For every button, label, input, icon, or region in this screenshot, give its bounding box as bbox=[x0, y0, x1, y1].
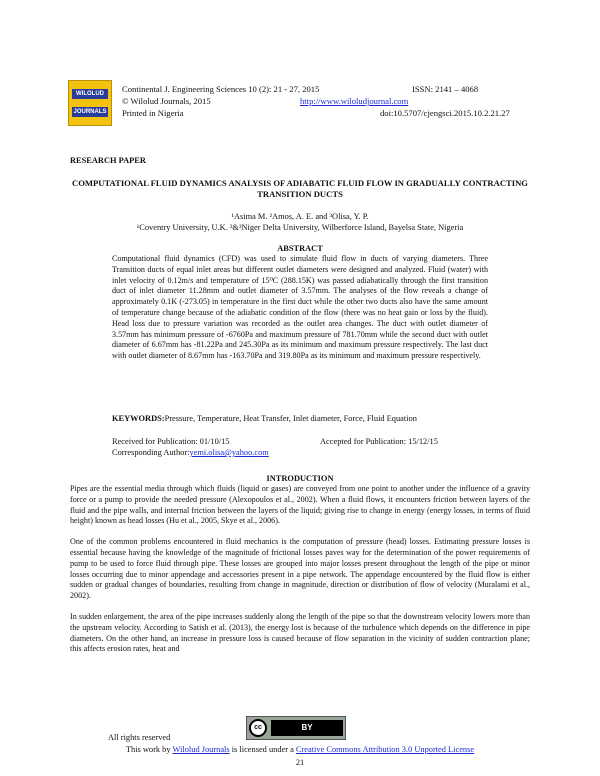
journal-logo bbox=[68, 80, 112, 126]
author-email-link[interactable]: yemi.olisa@yahoo.com bbox=[189, 448, 269, 457]
keywords-label: KEYWORDS: bbox=[112, 414, 165, 423]
intro-paragraph: One of the common problems encountered in fluid mechanics is the computation of pressure (head) losses. Estimating pressure losses is essential because having the knowledge of the magnitude of frictional losses paves way for the determination of the power requirements of pump to be used to force fluid through pipe. These losses are grouped into major losses present throughout the length of the pipe or minor losses occurring due to minor appendage and accessories present in a pipe network. The appendage encountered by the fluid flow is either sudden or gradual changes of boundaries, resulting from change in magnitude, direction or distribution of flow of velocity (Muralami et al., 2002). bbox=[70, 537, 530, 601]
cc-license-link[interactable]: Creative Commons Attribution 3.0 Unported License bbox=[295, 745, 475, 754]
wilolud-journals-link[interactable]: Wilolud Journals bbox=[172, 745, 230, 754]
intro-paragraph: In sudden enlargement, the area of the pipe increases suddenly along the length of the pipe so that the downstream velocity lowers more than the upstream velocity. According to Satish et al. (2013), the energy lost is because of the turbulence which depends on the difference in pipe diameters. On the other hand, an increase in pressure loss is caused because of flow separation in the vicinity of sudden contraction plane; this affects erosion rates, heat and bbox=[70, 611, 530, 654]
journal-url-link[interactable]: http://www.wiloludjournal.com bbox=[300, 96, 409, 106]
corresponding-label: Corresponding Author: bbox=[112, 448, 190, 457]
keywords-line bbox=[112, 413, 532, 424]
cc-logo-icon: cc bbox=[249, 719, 267, 737]
logo-bottom-text: JOURNALS bbox=[73, 109, 107, 115]
abstract-text: Computational fluid dynamics (CFD) was used to simulate fluid flow in ducts of varying diameters. Three Transition ducts of equal inlet areas but different outlet diameters were designed and analyzed. Fluid (water) with inlet velocity of 0.12m/s and temperature of 15⁰C (288.15K) was passed adiabatically through the first transition duct of inlet diameter 11.28mm and outlet diameter of 3.57mm. The analyses of the flow reveals a change of approximately 0.1K (-273.05) in temperature in the first duct while the other two ducts also have the same amount of temperature change because of the adiabatic condition of the flow (there was no heat gain or loss by the fluid). Head loss due to pressure variation was recorded as the outlet area changes. The duct with outlet diameter of 3.57mm has minimum pressure of -6760Pa and maximum pressure of 781.70mm while the second duct with outlet diameter of 6.67mm has -81.22Pa and 245.30Pa as its minimum and maximum pressure respectively. The last duct with outlet diameter of 8.67mm has -163.70Pa and 319.80Pa as its minimum and maximum pressure respectively. bbox=[112, 254, 488, 361]
paper-title: COMPUTATIONAL FLUID DYNAMICS ANALYSIS OF ADIABATIC FLUID FLOW IN GRADUALLY CONTRACTING TRANSITION DUCTS bbox=[71, 178, 528, 199]
printed-location: Printed in Nigeria bbox=[122, 108, 184, 118]
corresponding-author bbox=[112, 447, 269, 458]
section-label: RESEARCH PAPER bbox=[70, 156, 146, 165]
issn: ISSN: 2141 – 4068 bbox=[412, 84, 479, 94]
creative-commons-badge[interactable] bbox=[246, 716, 346, 740]
all-rights-reserved: All rights reserved bbox=[108, 733, 171, 742]
intro-paragraph: Pipes are the essential media through which fluids (liquid or gases) are conveyed from one point to another under the influence of a gravity force or a pump to provide the needed pressure (Alexopoulos et al., 2002). When a fluid flows, it encounters friction between layers of the fluid and the pipe walls, and internal friction between the layers of the liquid; giving rise to change in energy (energy losses, in terms of fluid height) known as head losses (Hu et al., 2005, Skye et al., 2006). bbox=[70, 484, 530, 526]
license-prefix: This work by bbox=[125, 745, 171, 754]
license-mid: is licensed under a bbox=[231, 745, 294, 754]
cc-by-label: BY bbox=[271, 720, 343, 736]
introduction-body bbox=[70, 484, 530, 655]
affiliations: ¹Coventry University, U.K. ²&³Niger Delta University, Wilberforce Island, Bayelsa State, Nigeria bbox=[136, 223, 464, 232]
accepted-date: Accepted for Publication: 15/12/15 bbox=[320, 437, 438, 446]
authors: ¹Asima M. ²Amos, A. E. and ³Olisa, Y. P. bbox=[231, 212, 369, 221]
doi: doi:10.5707/cjengsci.2015.10.2.21.27 bbox=[380, 108, 510, 118]
journal-citation: Continental J. Engineering Sciences 10 (2): 21 - 27, 2015 bbox=[122, 84, 320, 94]
received-date: Received for Publication: 01/10/15 bbox=[112, 437, 230, 446]
introduction-heading: INTRODUCTION bbox=[266, 474, 334, 483]
license-statement bbox=[70, 744, 530, 755]
abstract-heading: ABSTRACT bbox=[277, 244, 323, 253]
keywords-text: Pressure, Temperature, Heat Transfer, Inlet diameter, Force, Fluid Equation bbox=[164, 414, 417, 423]
logo-top-text: WILOLUD bbox=[72, 89, 108, 99]
page-number: 21 bbox=[295, 758, 305, 767]
copyright: © Wilolud Journals, 2015 bbox=[122, 96, 211, 106]
